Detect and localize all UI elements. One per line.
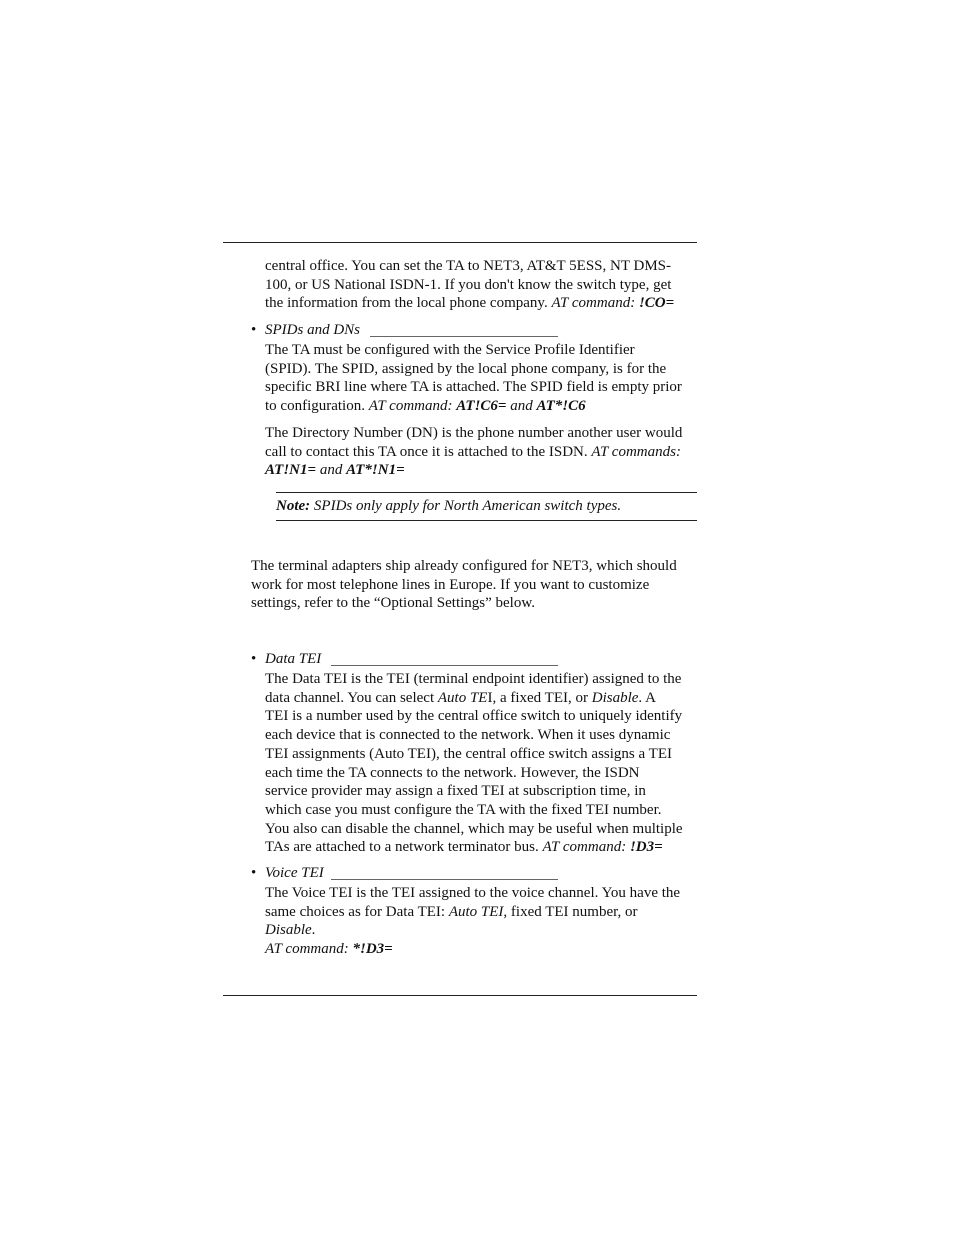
underline-blank xyxy=(331,879,558,880)
spids-paragraph: The TA must be configured with the Service Profile Identifier (SPID). The SPID, assigned by the local phone company, is for the specific BRI line where TA is attached. The SPID field is empty prior to configuration. AT command: AT!C6= and AT*!C6 xyxy=(265,342,682,415)
at-command-c6-star: AT*!C6 xyxy=(536,398,586,415)
at-command-d3: !D3= xyxy=(629,839,663,856)
top-rule xyxy=(223,242,697,243)
spids-heading xyxy=(251,321,699,340)
at-command-n1-star: AT*!N1= xyxy=(346,462,405,479)
note-label: Note: xyxy=(276,498,311,514)
data-tei-heading xyxy=(251,650,699,669)
at-command-n1: AT!N1= xyxy=(265,462,317,479)
bottom-rule xyxy=(223,995,697,996)
underline-blank xyxy=(370,336,558,337)
underline-blank xyxy=(331,665,558,666)
spids-title: SPIDs and DNs xyxy=(265,322,361,338)
dn-paragraph: The Directory Number (DN) is the phone number another user would call to contact this TA once it is attached to the ISDN. AT commands: AT!N1= and AT*!N1= xyxy=(265,425,683,479)
data-tei-title: Data TEI xyxy=(265,651,322,667)
intro-paragraph: central office. You can set the TA to NET3, AT&T 5ESS, NT DMS- 100, or US National ISDN-1. If you don't know the switch type, get the information from the local phone company. AT command: !CO= xyxy=(265,258,675,312)
bullet-icon: • xyxy=(251,865,257,881)
net3-paragraph: The terminal adapters ship already configured for NET3, which should work for most telephone lines in Europe. If you want to customize settings, refer to the “Optional Settings” below. xyxy=(251,558,677,612)
bullet-icon: • xyxy=(251,322,257,338)
note-box: Note: SPIDs only apply for North American switch types. xyxy=(276,492,697,521)
at-command-c6: AT!C6= xyxy=(456,398,507,415)
voice-tei-title: Voice TEI xyxy=(265,865,324,881)
data-tei-paragraph: The Data TEI is the TEI (terminal endpoint identifier) assigned to the data channel. You can select Auto TEI, a fixed TEI, or Disable. A TEI is a number used by the central office switch to uniquely identify each device that is connected to the network. When it uses dynamic TEI assignments (Auto TEI), the central office switch assigns a TEI each time the TA connects to the network. However, the ISDN service provider may assign a fixed TEI at subscription time, in which case you must configure the TA with the fixed TEI number. You also can disable the channel, which may be useful when multiple TAs are attached to a network terminator bus. AT command: !D3= xyxy=(265,671,683,856)
at-command-co: !CO= xyxy=(638,295,675,312)
bullet-icon: • xyxy=(251,651,257,667)
voice-tei-paragraph: The Voice TEI is the TEI assigned to the voice channel. You have the same choices as for Data TEI: Auto TEI, fixed TEI number, or Disable. AT command: *!D3= xyxy=(265,885,681,958)
at-command-d3-star: *!D3= xyxy=(352,941,393,958)
voice-tei-heading xyxy=(251,864,699,883)
